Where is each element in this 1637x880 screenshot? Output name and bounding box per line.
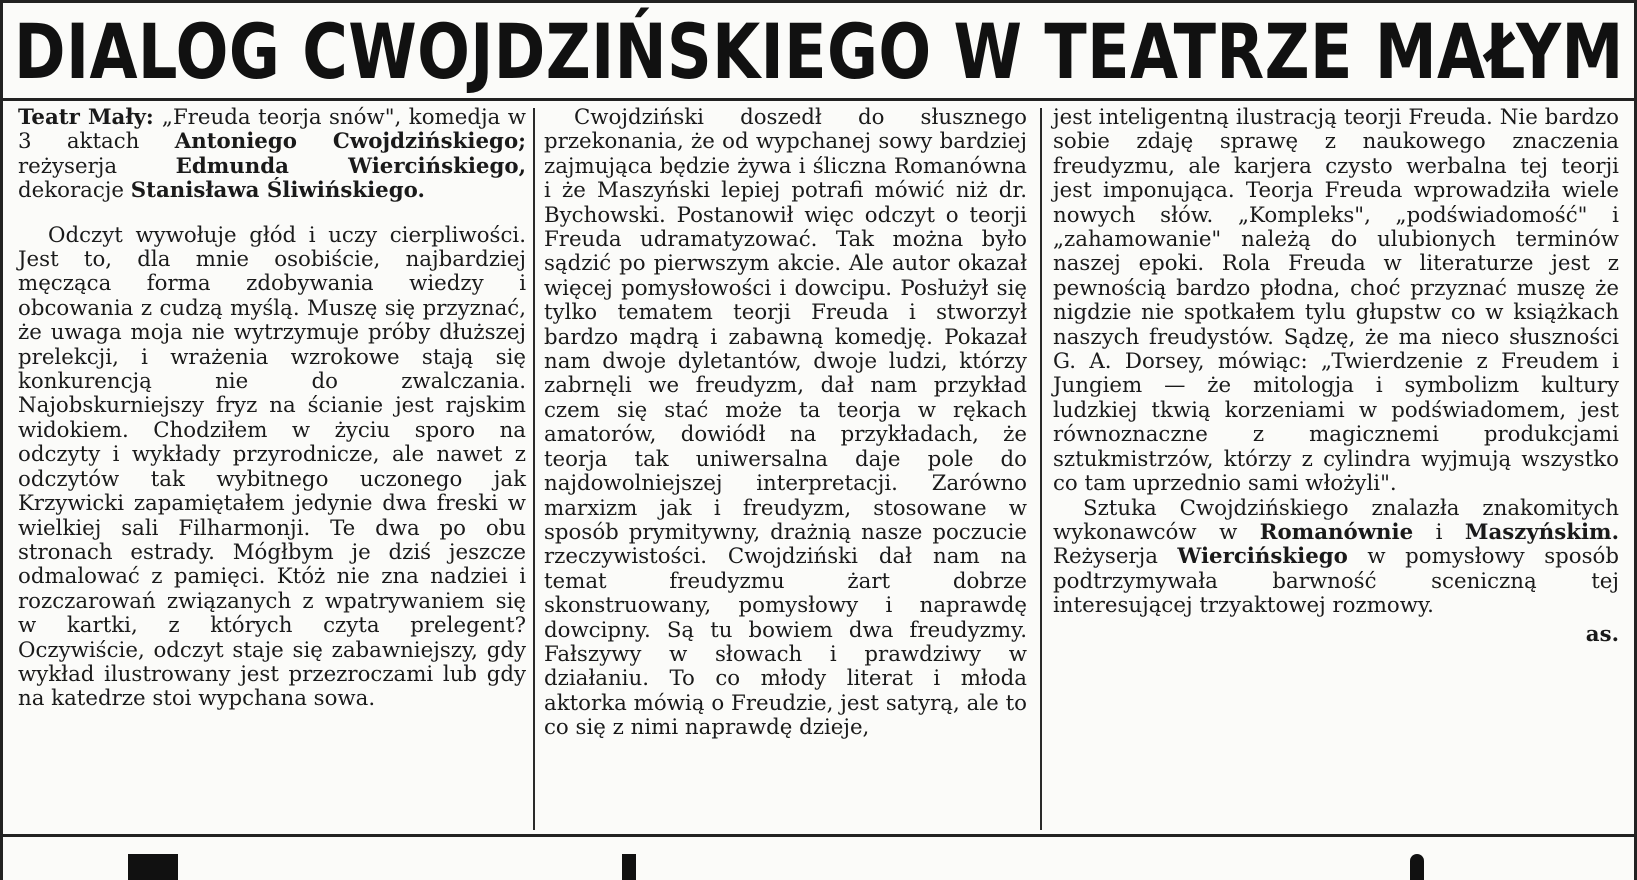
column-divider-1 bbox=[533, 108, 535, 830]
bold-text-run: Stanisława Śliwińskiego. bbox=[130, 178, 425, 204]
bold-text-run: as. bbox=[1585, 621, 1619, 647]
text-run: Odczyt wywołuje głód i uczy cierpliwości. Jest to, dla mnie osobiście, najbardziej męcząca forma zdobywania wiedzy i obcowania z cudzą myślą. Muszę się przyznać, że uwaga moja nie wytrzymuje próby dłuższej prelekcji, i wrażenia wzrokowe stają się konkurencją nie do zwalczania. Najobskurniejszy fryz na ścianie jest rajskim widokiem. Chodziłem w życiu sporo na odczyty i wykłady przyrodnicze, ale nawet z odczytów tak wybitnego uczonego jak Krzywicki zapamiętałem jedynie dwa freski w wielkiej sali Filharmonji. Te dwa po obu stronach estrady. Mógłbym je dziś jeszcze odmalować z pamięci. Któż nie zna nadziei i rozczarowań związanych z wpatrywaniem się w kartki, z których czyta prelegent? Oczywiście, odczyt staje się zabawniejszy, gdy wykład ilustrowany jest przezroczami lub gdy na katedrze stoi wypchana sowa. bbox=[18, 222, 526, 712]
bold-text-run: Edmunda Wiercińskiego, bbox=[175, 153, 526, 179]
bold-text-run: Romanównie bbox=[1259, 519, 1414, 545]
next-article-headline-fragment bbox=[622, 854, 636, 880]
text-run: dekoracje bbox=[18, 178, 131, 204]
bold-text-run: Teatr Mały: bbox=[18, 105, 162, 130]
article-headline: DIALOG CWOJDZIŃSKIEGO W TEATRZE MAŁYM bbox=[14, 7, 1624, 96]
author-signature bbox=[1053, 623, 1619, 647]
text-run: i bbox=[1413, 519, 1465, 545]
article-paragraph bbox=[1053, 497, 1619, 619]
bold-text-run: Antoniego Cwojdzińskiego; bbox=[174, 129, 527, 155]
article-column-3 bbox=[1053, 106, 1619, 647]
text-run: Reżyserja bbox=[1053, 544, 1178, 570]
text-run: Sztuka Cwojdzińskiego znalazła znakomitych wykonawców w bbox=[1053, 495, 1619, 545]
text-run: w pomysłowy sposób podtrzymywała barwność sceniczną tej interesującej trzyaktowej rozmowy. bbox=[1053, 544, 1619, 619]
text-run: „Freuda teorja snów", komedja w 3 aktach bbox=[18, 105, 526, 155]
article-paragraph bbox=[18, 106, 526, 204]
bold-text-run: Wiercińskiego bbox=[1177, 544, 1348, 570]
article-bottom-rule bbox=[0, 834, 1637, 837]
article-column-2 bbox=[544, 106, 1027, 741]
article-column-1 bbox=[18, 106, 526, 712]
headline-rule bbox=[0, 98, 1637, 101]
next-article-headline-fragment bbox=[128, 854, 178, 880]
page-border-left bbox=[0, 0, 3, 880]
column-divider-2 bbox=[1040, 108, 1042, 830]
text-run: Cwojdziński doszedł do słusznego przekonania, że od wypchanej sowy bardziej zajmująca będzie żywa i śliczna Romanówna i że Maszyński lepiej potrafi mówić niż dr. Bychowski. Postanowił więc odczyt o teorji Freuda udramatyzować. Tak można było sądzić po pierwszym akcie. Ale autor okazał więcej pomysłowości i dowcipu. Posłużył się tylko tematem teorji Freuda i stworzył bardzo mądrą i zabawną komedję. Pokazał nam dwoje dyletantów, dwoje ludzi, którzy zabrnęli we freudyzm, dał nam przykład czem się stać może ta teorja w rękach amatorów, dowiódł na przykładach, że teorja tak uniwersalna daje pole do najdowolniejszej interpretacji. Zarówno marxizm jak i freudyzm, stosowane w sposób prymitywny, drażnią nasze poczucie rzeczywistości. Cwojdziński dał nam na temat freudyzmu żart dobrze skonstruowany, pomysłowy i naprawdę dowcipny. Są tu bowiem dwa freudyzmy. Fałszywy w słowach i prawdziwy w działaniu. To co młody literat i młoda aktorka mówią o Freudzie, jest satyrą, ale to co się z nimi naprawdę dzieje, bbox=[544, 105, 1027, 741]
article-paragraph bbox=[1053, 106, 1619, 497]
next-article-headline-fragment bbox=[1410, 854, 1424, 880]
bold-text-run: Maszyńskim. bbox=[1464, 519, 1619, 545]
text-run: reżyserja bbox=[18, 153, 176, 179]
article-paragraph bbox=[544, 106, 1027, 741]
article-paragraph bbox=[18, 224, 526, 712]
page-border-top bbox=[0, 0, 1637, 3]
text-run: jest inteligentną ilustracją teorji Freuda. Nie bardzo sobie zdaję sprawę z naukowego znaczenia freudyzmu, ale karjera czysto werbalna tej teorji jest imponująca. Teorja Freuda wprowadziła wiele nowych słów. „Kompleks", „podświadomość" i „zahamowanie" należą do ulubionych terminów naszej epoki. Rola Freuda w literaturze jest z pewnością bardzo płodna, choć przyznać muszę że nigdzie nie spotkałem tylu głupstw co w książkach naszych freudystów. Sądzę, że ma nieco słuszności G. A. Dorsey, mówiąc: „Twierdzenie z Freudem i Jungiem — że mitologja i symbolizm kultury ludzkiej tkwią korzeniami w podświadomem, jest równoznaczne z magicznemi produkcjami sztukmistrzów, którzy z cylindra wyjmują wszystko co tam uprzednio sami włożyli". bbox=[1053, 105, 1619, 497]
